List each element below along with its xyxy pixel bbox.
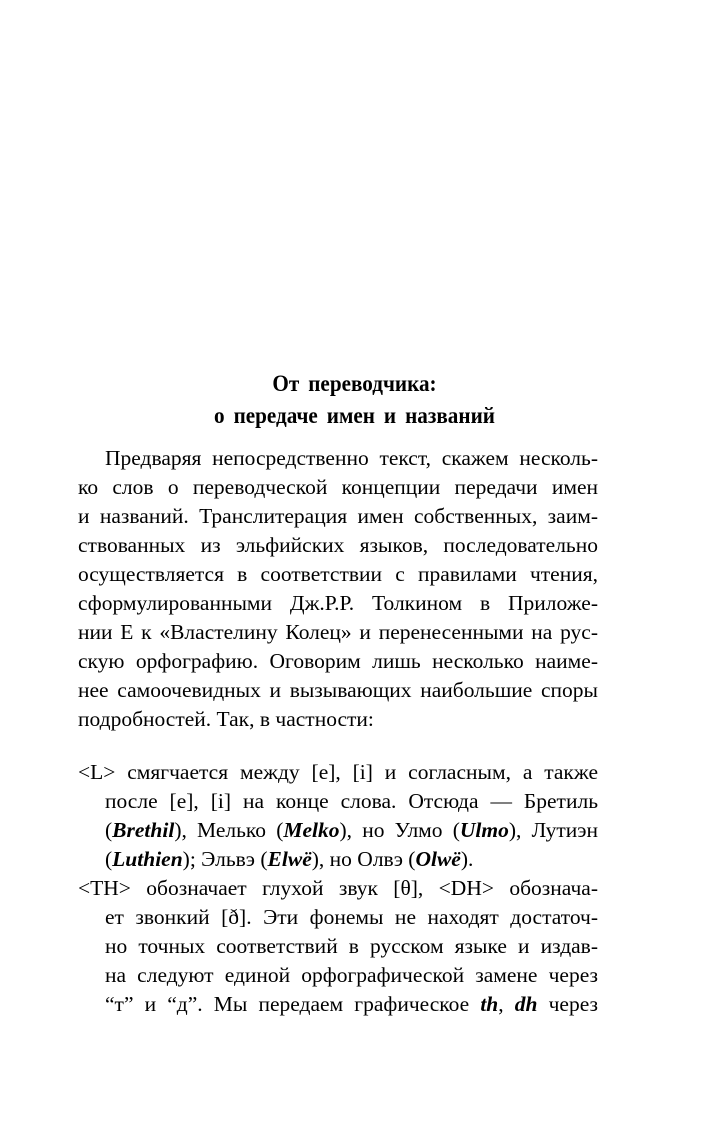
intro-line: нии Е к «Властелину Колец» и перенесенными на рус- [78,620,598,644]
th-rule-line: на следуют единой орфографической замене через [105,963,598,987]
example-luthien: Luthien [112,847,183,871]
th-rule-line: ет звонкий [ð]. Эти фонемы не находят достаточ- [105,905,598,929]
l-rule-line: <L> смягчается между [e], [i] и согласным, а также [78,760,598,784]
intro-line: и названий. Транслитерация имен собственных, заим- [78,504,598,528]
grapheme-dh: dh [514,992,538,1016]
intro-line: сформулированными Дж.Р.Р. Толкином в Приложе- [78,591,598,615]
th-rule-entry [78,874,598,1019]
th-rule-line: но точных соответствий в русском языке и издав- [105,934,598,958]
example-olwe: Olwë [415,847,461,871]
section-title-line-2: о передаче имен и названий [214,403,495,428]
l-rule-line: после [e], [i] на конце слова. Отсюда — Бретиль [105,789,598,813]
example-melko: Melko [283,818,340,842]
l-rule-entry [78,758,598,874]
rules-list [78,758,598,1019]
intro-line: подробностей. Так, в частности: [78,707,374,731]
example-ulmo: Ulmo [459,818,509,842]
intro-line: ко слов о переводческой концепции передачи имен [78,475,598,499]
th-rule-line: <TH> обозначает глухой звук [θ], <DH> обознача- [78,876,598,900]
grapheme-th: th [480,992,499,1016]
section-title-line-1: От переводчика: [272,371,437,396]
intro-line: Предваряя непосредственно текст, скажем несколь- [105,446,598,470]
intro-line: осуществляется в соответствии с правилами чтения, [78,562,598,586]
th-rule-line: “т” и “д”. Мы передаем графическое th, dh через [105,992,598,1016]
l-rule-examples-line: (Brethil), Мелько (Melko), но Улмо (Ulmo), Лутиэн [105,818,598,842]
intro-line: скую орфографию. Оговорим лишь несколько наиме- [78,649,598,673]
example-elwe: Elwë [267,847,312,871]
l-rule-examples-line: (Luthien); Эльвэ (Elwë), но Олвэ (Olwë). [105,847,474,871]
example-brethil: Brethil [112,818,175,842]
intro-paragraph [78,444,598,734]
intro-line: нее самоочевидных и вызывающих наибольшие споры [78,678,598,702]
intro-line: ствованных из эльфийских языков, последовательно [78,533,598,557]
